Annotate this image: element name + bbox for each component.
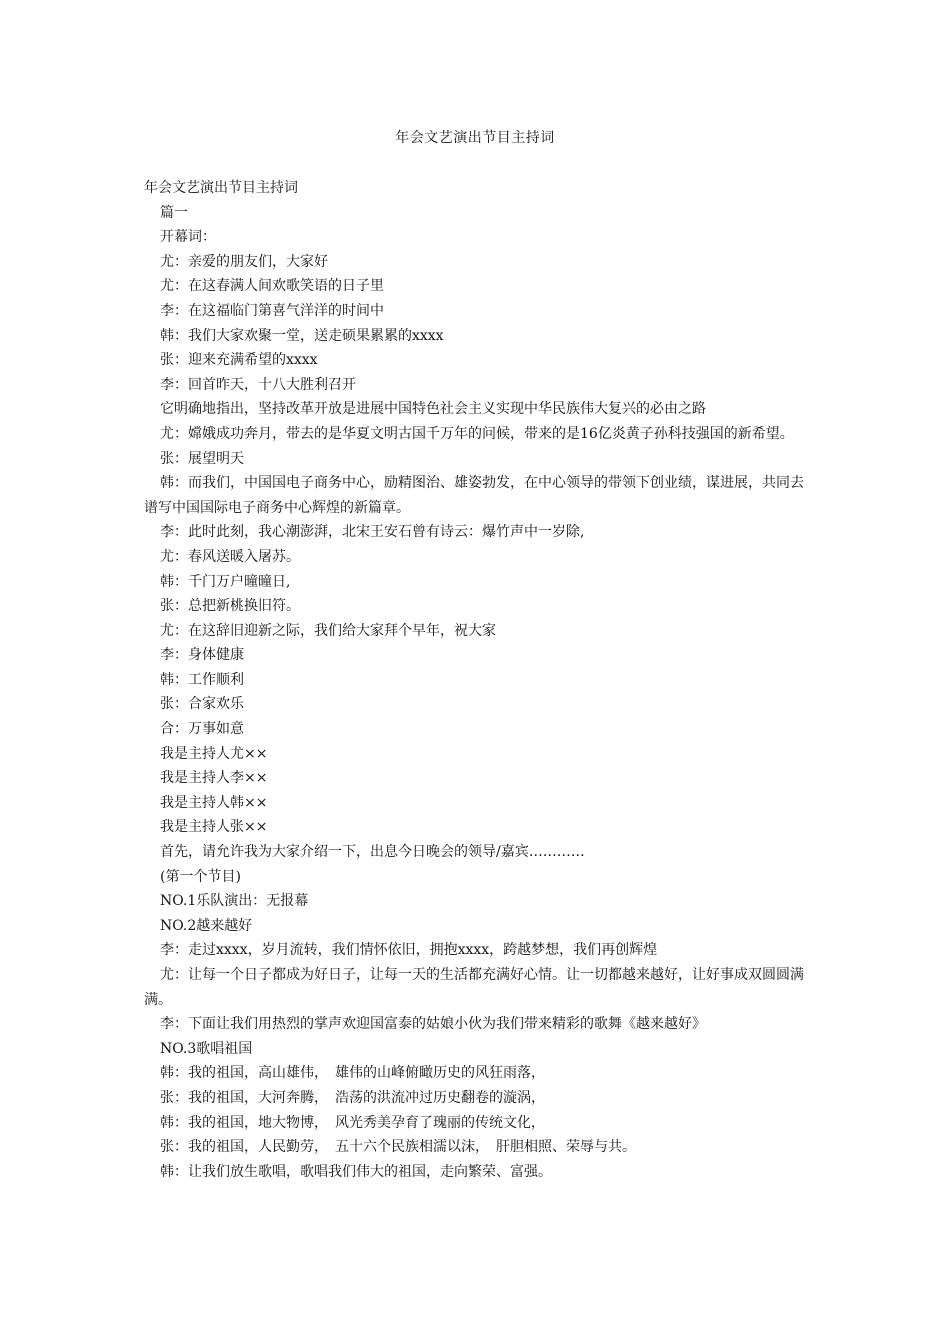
document-line: 它明确地指出，坚持改革开放是进展中国特色社会主义实现中华民族伟大复兴的必由之路 (160, 401, 706, 418)
document-line: 尤：在这辞旧迎新之际，我们给大家拜个早年，祝大家 (160, 622, 496, 639)
document-line: 李：下面让我们用热烈的掌声欢迎国富泰的姑娘小伙为我们带来精彩的歌舞《越来越好》 (160, 1016, 706, 1033)
document-line: 李：回首昨天，十八大胜利召开 (160, 376, 356, 393)
document-line: 李：在这福临门第喜气洋洋的时间中 (160, 302, 384, 319)
document-line: 尤：嫦娥成功奔月，带去的是华夏文明古国千万年的问候，带来的是16亿炎黄子孙科技强国的新希望。 (160, 425, 794, 442)
document-line: 我是主持人李×× (160, 770, 268, 787)
document-line: 我是主持人尤×× (160, 745, 268, 762)
document-line: 张：迎来充满希望的xxxx (160, 352, 318, 369)
document-line: NO.2越来越好 (160, 917, 253, 934)
document-line: 尤：春风送暖入屠苏。 (160, 548, 300, 565)
document-line: 尤：亲爱的朋友们，大家好 (160, 253, 328, 270)
document-line: 尤：让每一个日子都成为好日子，让每一天的生活都充满好心情。让一切都越来越好，让好事成双圆圆满满。 (144, 967, 804, 1008)
document-subtitle: 年会文艺演出节目主持词 (144, 180, 298, 196)
document-line: 尤：在这春满人间欢歌笑语的日子里 (160, 278, 384, 295)
document-line: 李：走过xxxx，岁月流转，我们情怀依旧，拥抱xxxx，跨越梦想，我们再创辉煌 (160, 942, 658, 959)
document-line: 韩：让我们放生歌唱，歌唱我们伟大的祖国，走向繁荣、富强。 (160, 1163, 552, 1180)
document-line: 张：我的祖国，人民勤劳， 五十六个民族相濡以沫， 肝胆相照、荣辱与共。 (160, 1139, 636, 1156)
document-line: 韩：而我们，中国国电子商务中心，励精图治、雄姿勃发，在中心领导的带领下创业绩，谋进展，共同去谱写中国国际电子商务中心辉煌的新篇章。 (144, 475, 804, 516)
document-line: 韩：千门万户曈曈日, (160, 573, 291, 590)
document-line: 张：我的祖国，大河奔腾， 浩荡的洪流冲过历史翻卷的漩涡， (160, 1089, 545, 1106)
document-line: 韩：工作顺利 (160, 671, 244, 688)
document-title: 年会文艺演出节目主持词 (395, 130, 555, 146)
document-line: 李：此时此刻，我心潮澎湃，北宋王安石曾有诗云：爆竹声中一岁除, (160, 524, 585, 541)
document-line: NO.1乐队演出：无报幕 (160, 893, 309, 910)
document-line: 篇一 (160, 204, 188, 221)
document-line: 张：展望明天 (160, 450, 244, 467)
document-line: (第一个节目) (160, 868, 241, 885)
document-line: 张：合家欢乐 (160, 696, 244, 713)
document-line: 开幕词： (160, 229, 216, 246)
document-line: 韩：我的祖国，地大物博， 风光秀美孕育了瑰丽的传统文化， (160, 1114, 545, 1131)
document-line: 我是主持人张×× (160, 819, 268, 836)
document-line: 韩：我们大家欢聚一堂，送走硕果累累的xxxx (160, 327, 444, 344)
document-line: 首先，请允许我为大家介绍一下，出息今日晚会的领导/嘉宾………… (160, 844, 585, 861)
document-line: NO.3歌唱祖国 (160, 1040, 253, 1057)
document-line: 韩：我的祖国，高山雄伟， 雄伟的山峰俯瞰历史的风狂雨落， (160, 1065, 545, 1082)
document-line: 合：万事如意 (160, 721, 244, 738)
document-line: 张：总把新桃换旧符。 (160, 598, 300, 615)
document-body (144, 176, 808, 1184)
document-line: 我是主持人韩×× (160, 794, 268, 811)
document-line: 李：身体健康 (160, 647, 244, 664)
